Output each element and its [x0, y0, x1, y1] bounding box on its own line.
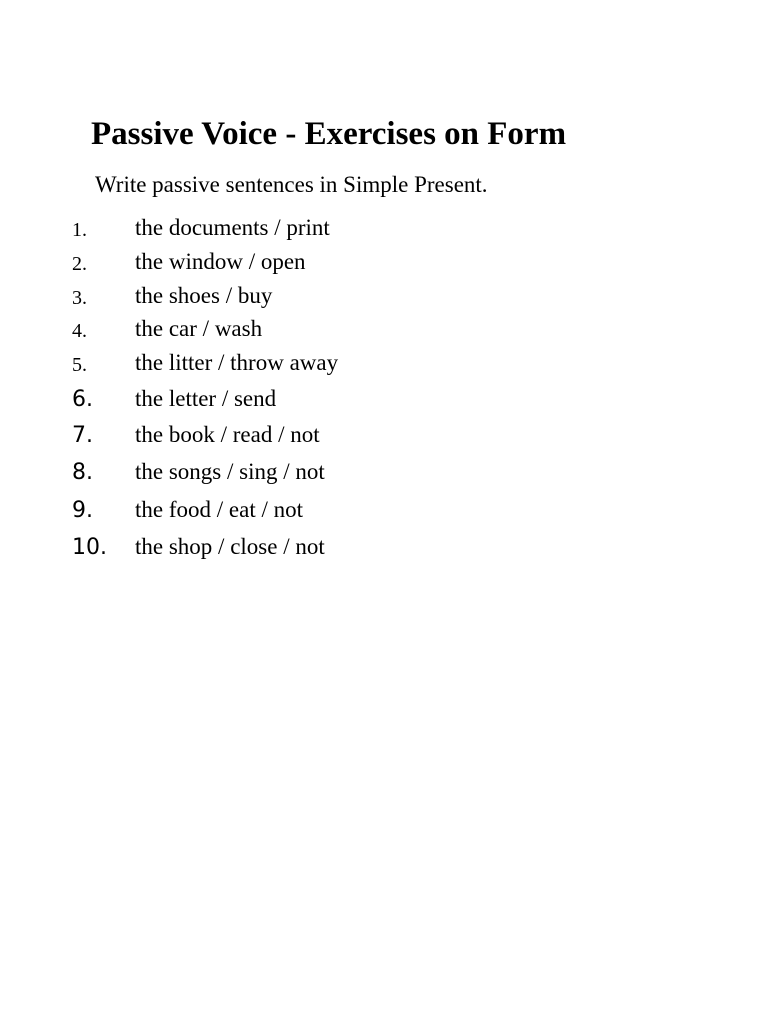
list-item: [0, 531, 768, 565]
item-number: 3.: [72, 287, 87, 309]
item-number: 1.: [72, 219, 87, 241]
list-item: [0, 419, 768, 453]
list-item: [0, 212, 768, 246]
item-prompt: the car / wash: [135, 316, 263, 341]
item-number: 7.: [72, 423, 93, 448]
list-item: [0, 313, 768, 347]
item-prompt: the songs / sing / not: [135, 459, 325, 484]
item-prompt: the litter / throw away: [135, 350, 339, 375]
item-prompt: the shop / close / not: [135, 534, 325, 559]
item-prompt: the food / eat / not: [135, 497, 303, 522]
item-number: 10.: [72, 535, 107, 560]
item-number: 5.: [72, 354, 87, 376]
list-item: [0, 246, 768, 280]
item-prompt: the letter / send: [135, 386, 277, 411]
item-number: 8.: [72, 460, 93, 485]
list-item: [0, 456, 768, 490]
item-number: 4.: [72, 320, 87, 342]
instruction-text: Write passive sentences in Simple Present.: [95, 172, 488, 197]
page-title: Passive Voice - Exercises on Form: [91, 116, 567, 152]
list-item: [0, 383, 768, 417]
item-number: 2.: [72, 253, 87, 275]
list-item: [0, 280, 768, 314]
item-prompt: the book / read / not: [135, 422, 320, 447]
list-item: [0, 494, 768, 528]
list-item: [0, 347, 768, 381]
item-prompt: the shoes / buy: [135, 283, 273, 308]
item-number: 9.: [72, 498, 93, 523]
item-prompt: the window / open: [135, 249, 306, 274]
item-prompt: the documents / print: [135, 215, 330, 240]
item-number: 6.: [72, 387, 93, 412]
